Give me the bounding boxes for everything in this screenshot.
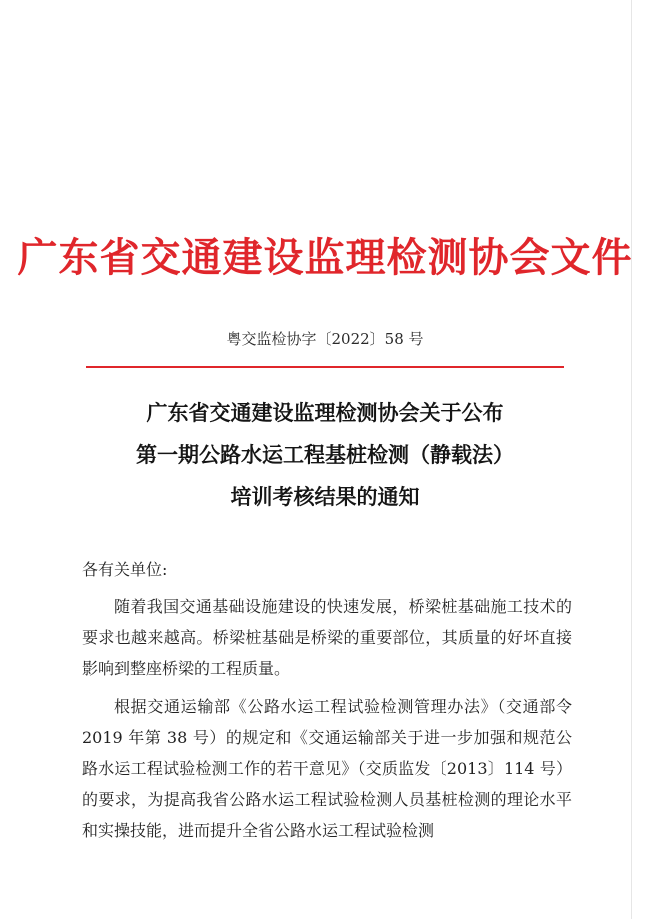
- salutation: 各有关单位:: [82, 560, 168, 579]
- body-paragraph: 根据交通运输部《公路水运工程试验检测管理办法》（交通部令 2019 年第 38 号）的规定和《交通运输部关于进一步加强和规范公路水运工程试验检测工作的若干意见》（交质监发〔2013〕114 号）的要求，为提高我省公路水运工程试验检测人员基桩检测的理论水平和实操技能，进而提升全省公路水运工程试验检测: [82, 697, 572, 840]
- document-header-title: 广东省交通建设监理检测协会文件: [17, 234, 633, 281]
- notice-title-line: 广东省交通建设监理检测协会关于公布: [146, 400, 504, 425]
- red-divider-line: [86, 366, 564, 368]
- notice-title-line: 第一期公路水运工程基桩检测（静载法）: [136, 442, 514, 467]
- notice-title-line: 培训考核结果的通知: [230, 484, 420, 509]
- paragraphs: [82, 591, 572, 846]
- body-paragraph: 随着我国交通基础设施建设的快速发展，桥梁桩基础施工技术的要求也越来越高。桥梁桩基础是桥梁的重要部位，其质量的好坏直接影响到整座桥梁的工程质量。: [82, 597, 572, 678]
- document-body: [82, 555, 572, 853]
- document-number: 粤交监检协字〔2022〕58 号: [226, 330, 424, 348]
- notice-title: [0, 392, 650, 518]
